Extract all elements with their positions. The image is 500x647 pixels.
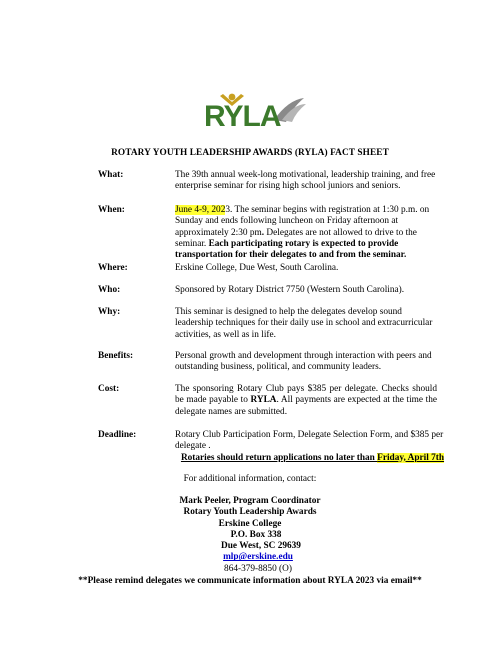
who-label: Who: [98, 285, 121, 295]
deadline-text [175, 430, 450, 464]
deadline-due-date: Friday, April 7th [377, 452, 445, 463]
what-text: The 39th annual week-long motivational, leadership training, and free enterprise seminar for rising high school juniors and seniors. [175, 170, 436, 192]
who-text: Sponsored by Rotary District 7750 (Western South Carolina). [175, 285, 405, 295]
contact-org: Rotary Youth Leadership Awards [183, 507, 317, 518]
deadline-label: Deadline: [98, 430, 137, 440]
when-date-rest: 3. [225, 205, 233, 215]
when-transport-note: Each participating rotary is expected to provide transportation for their delegates to and from the seminar. [175, 238, 407, 261]
where-label: Where: [98, 263, 128, 273]
page-title: ROTARY YOUTH LEADERSHIP AWARDS (RYLA) FACT SHEET [111, 148, 389, 158]
contact-name: Mark Peeler, Program Coordinator [179, 496, 321, 506]
contact-college: Erskine College [218, 518, 282, 529]
cost-payee: RYLA [250, 395, 277, 406]
contact-city: Due West, SC 29639 [221, 541, 301, 552]
benefits-label: Benefits: [98, 351, 134, 361]
contact-intro: For additional information, contact: [183, 474, 317, 484]
when-dot: . [261, 227, 265, 238]
deadline-due-line [175, 453, 450, 464]
footer-reminder: **Please remind delegates we communicate information about RYLA 2023 via email** [78, 576, 422, 587]
cost-label: Cost: [98, 384, 120, 394]
contact-email-link[interactable]: mlp@erskine.edu [223, 552, 293, 563]
deadline-forms: Rotary Club Participation Form, Delegate Selection Form, and $385 per delegate . [175, 430, 444, 452]
contact-phone: 864-379-8850 (O) [224, 563, 292, 574]
ryla-logo-text: RYLA [204, 100, 281, 130]
when-label: When: [98, 205, 125, 215]
ryla-logo [196, 90, 308, 130]
when-schedule: The seminar begins with registration at 1:30 p.m. on Sunday and ends following luncheon on Friday afternoon at approximately 2:30 pm [175, 205, 430, 238]
when-date-highlight: June 4-9, 202 [175, 205, 226, 215]
when-drive-note: Delegates are not allowed to drive to the seminar. [175, 227, 417, 249]
what-label: What: [98, 170, 124, 180]
deadline-due-text: Rotaries should return applications no later than [180, 452, 378, 463]
benefits-text: Personal growth and development through interaction with peers and outstanding business, political, and community leaders. [175, 351, 432, 373]
cost-text-end: . All payments are expected at the time the delegate names are submitted. [175, 395, 437, 417]
cost-text-start: The sponsoring Rotary Club pays $385 per delegate. Checks should be made payable to [175, 384, 437, 406]
contact-box: P.O. Box 338 [230, 529, 282, 540]
why-label: Why: [98, 307, 121, 317]
contact-block [0, 496, 500, 587]
where-text: Erskine College, Due West, South Carolina. [175, 263, 339, 273]
cost-text [175, 384, 437, 418]
when-text [175, 205, 437, 261]
why-text: This seminar is designed to help the delegates develop sound leadership techniques for their daily use in school and extracurricular activities, as well as in life. [175, 307, 433, 340]
